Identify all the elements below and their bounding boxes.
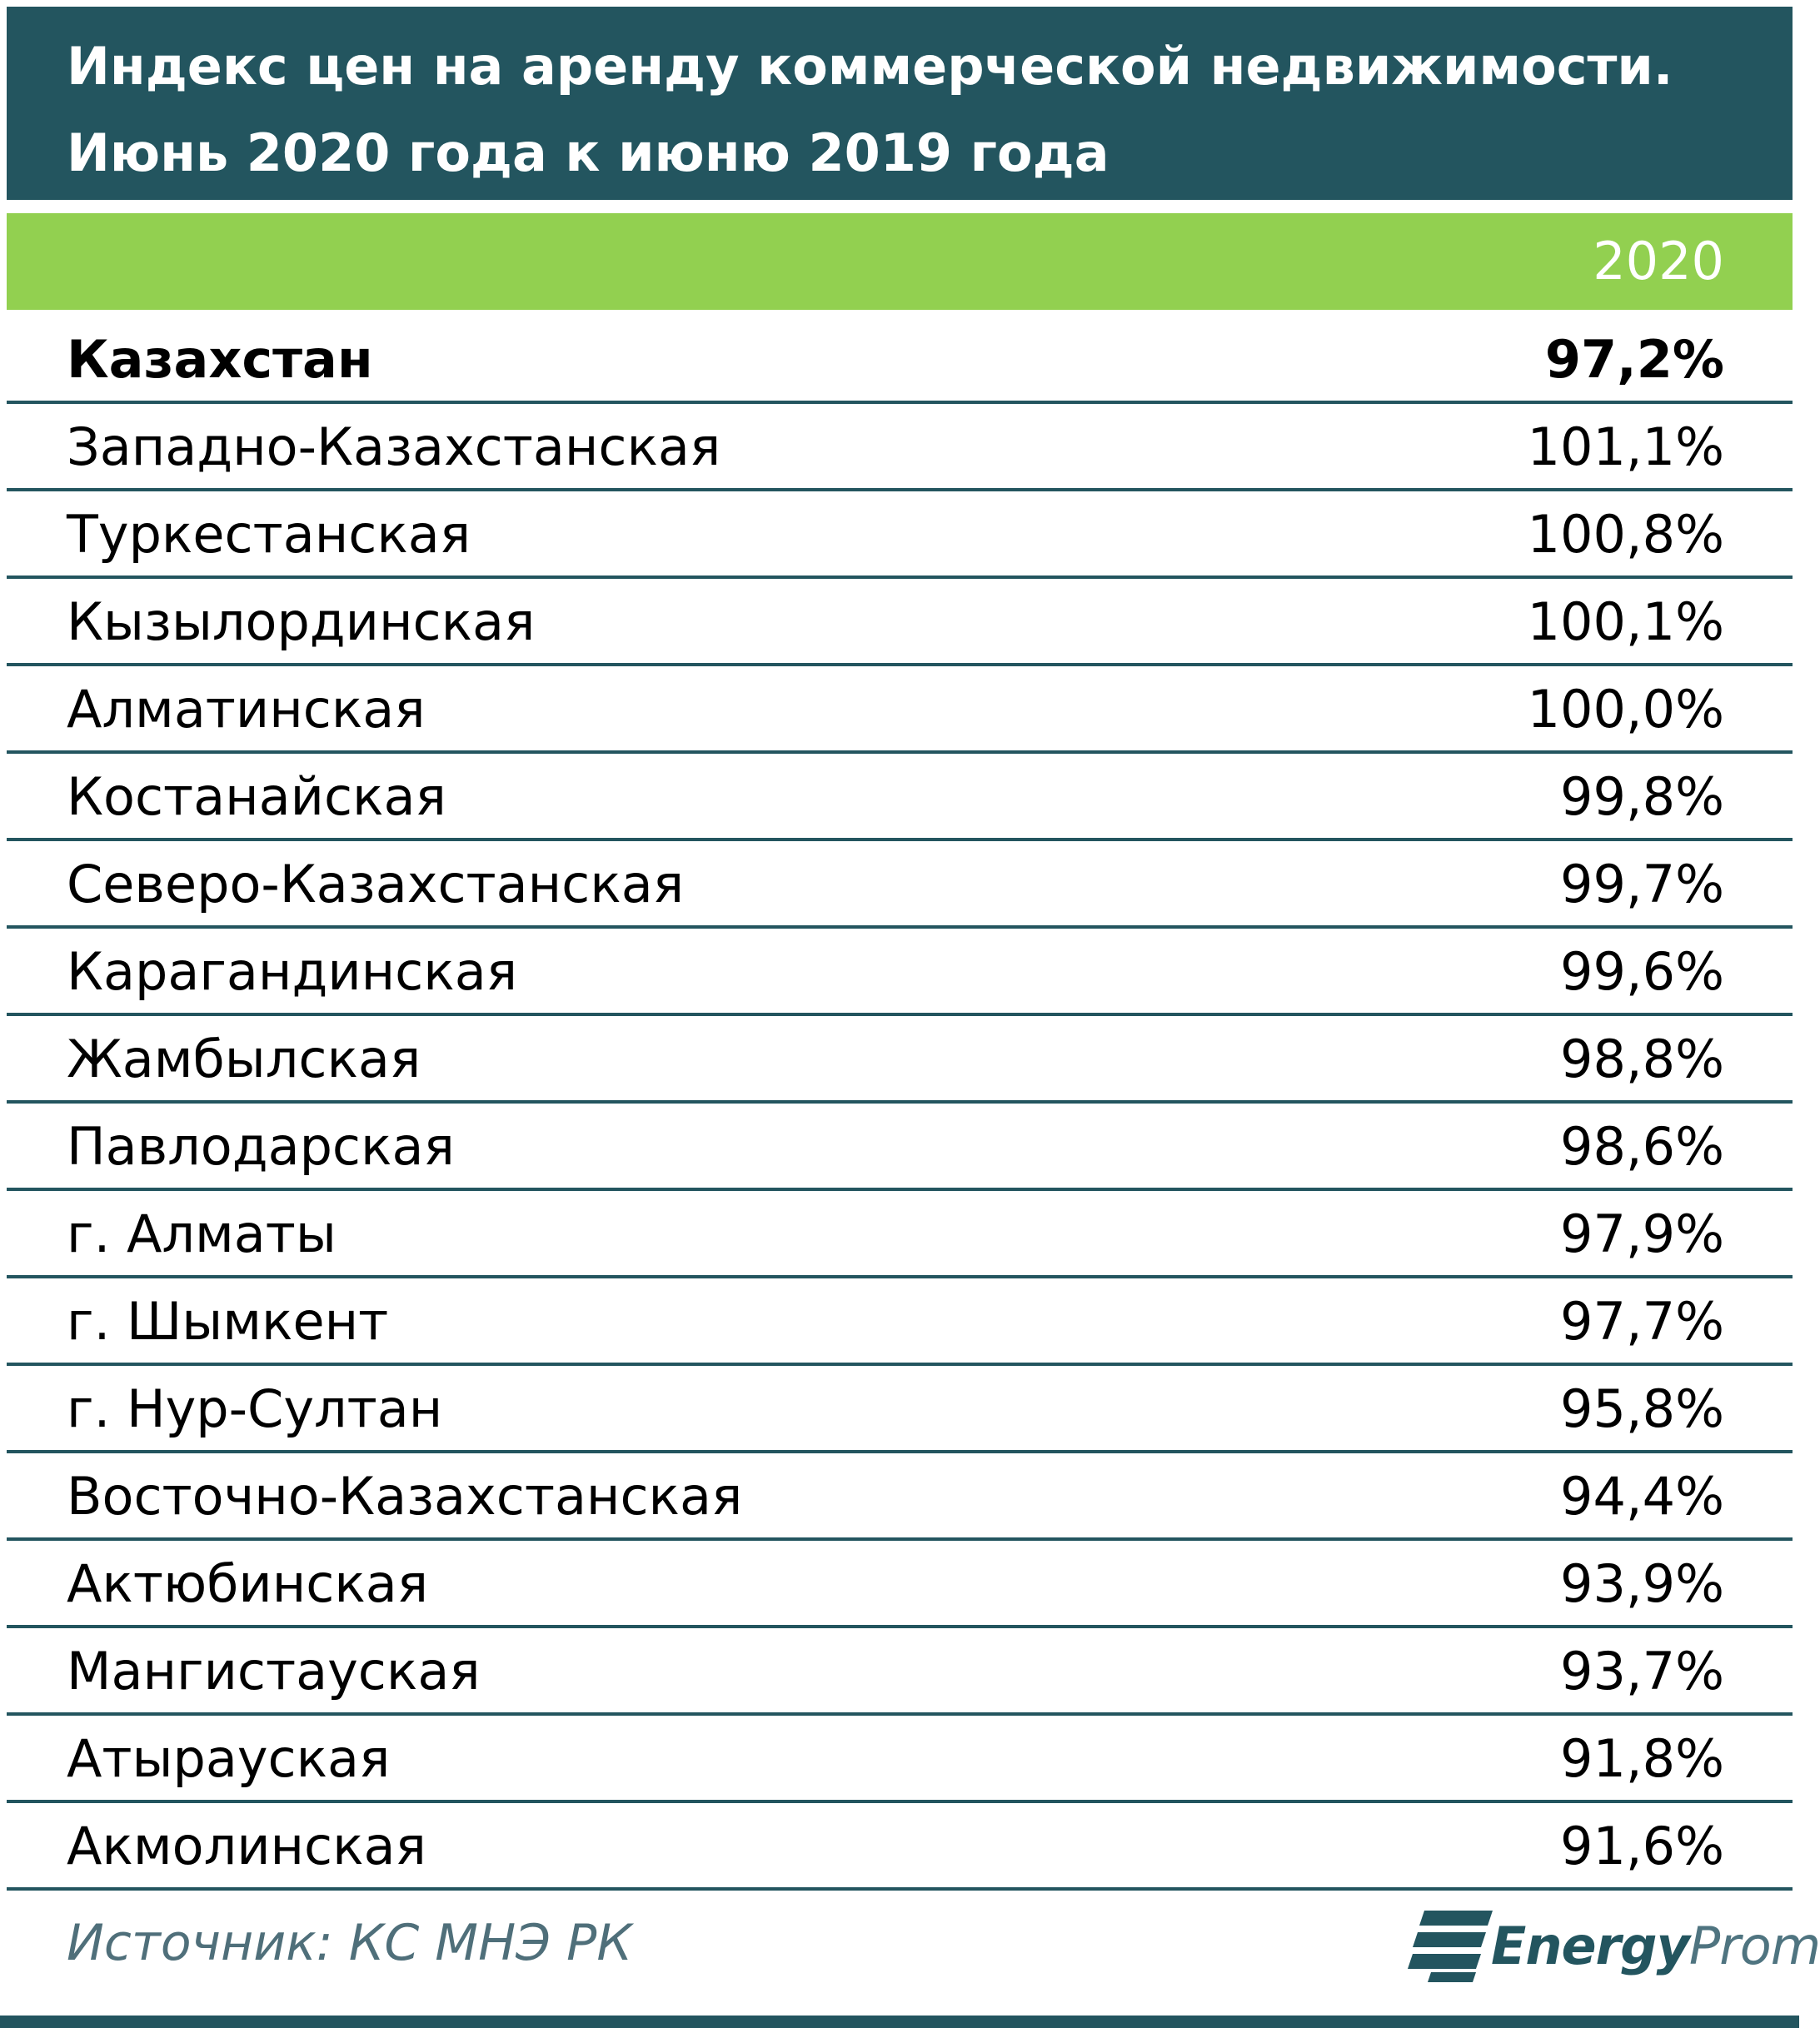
region-value: 98,6%	[1560, 1116, 1724, 1177]
table-row	[7, 491, 1793, 579]
region-name: Западно-Казахстанская	[67, 416, 721, 477]
logo-wordmark	[1491, 1916, 1820, 1976]
region-value: 91,6%	[1560, 1816, 1724, 1876]
table-row	[7, 1453, 1793, 1541]
region-name: Мангистауская	[67, 1641, 481, 1702]
column-header-bar	[7, 213, 1793, 310]
region-value: 93,7%	[1560, 1641, 1724, 1702]
region-name: г. Нур-Султан	[67, 1378, 443, 1439]
table-row	[7, 841, 1793, 929]
table-row	[7, 1628, 1793, 1716]
region-value: 100,0%	[1527, 679, 1724, 740]
table-row	[7, 754, 1793, 841]
region-name: Актюбинская	[67, 1553, 429, 1614]
table-row	[7, 404, 1793, 491]
title-line-2: Июнь 2020 года к июню 2019 года	[67, 122, 1109, 183]
table-row	[7, 929, 1793, 1016]
title-line-1: Индекс цен на аренду коммерческой недвижимости.	[67, 36, 1673, 97]
region-name: Павлодарская	[67, 1116, 455, 1177]
region-value: 98,8%	[1560, 1029, 1724, 1089]
region-name: Северо-Казахстанская	[67, 854, 685, 914]
region-name: Атырауская	[67, 1728, 391, 1789]
region-name: Жамбылская	[67, 1029, 421, 1089]
table-row	[7, 1716, 1793, 1803]
region-name: Костанайская	[67, 766, 446, 827]
region-name: Акмолинская	[67, 1816, 426, 1876]
table-row	[7, 1803, 1793, 1891]
bottom-rule	[0, 2016, 1799, 2028]
region-value: 100,8%	[1527, 504, 1724, 565]
table-title	[7, 7, 1793, 200]
logo-word-energy: Energy	[1491, 1916, 1689, 1976]
table-row	[7, 1104, 1793, 1191]
region-value: 94,4%	[1560, 1466, 1724, 1527]
region-value: 93,9%	[1560, 1553, 1724, 1614]
table-row	[7, 1541, 1793, 1628]
region-value: 97,9%	[1560, 1203, 1724, 1264]
source-note: Источник: КС МНЭ РК	[67, 1914, 632, 1972]
region-value: 97,7%	[1560, 1291, 1724, 1352]
table-row	[7, 1278, 1793, 1366]
data-table	[7, 316, 1793, 1891]
region-name: г. Алматы	[67, 1203, 337, 1264]
column-header-year: 2020	[1593, 231, 1724, 291]
region-value: 99,7%	[1560, 854, 1724, 914]
region-value: 101,1%	[1527, 416, 1724, 477]
region-name: Восточно-Казахстанская	[67, 1466, 743, 1527]
region-name: Кызылординская	[67, 591, 536, 652]
table-row	[7, 1191, 1793, 1278]
region-value: 91,8%	[1560, 1728, 1724, 1789]
energyprom-logo-icon	[1406, 1907, 1498, 1984]
energyprom-logo	[1399, 1899, 1820, 1991]
logo-word-prom: Prom	[1688, 1916, 1820, 1976]
region-name: Алматинская	[67, 679, 426, 740]
region-name: Карагандинская	[67, 941, 517, 1002]
region-value: 95,8%	[1560, 1378, 1724, 1439]
region-value: 99,8%	[1560, 766, 1724, 827]
table-row	[7, 666, 1793, 754]
region-value: 100,1%	[1527, 591, 1724, 652]
region-value: 97,2%	[1544, 329, 1724, 390]
region-name: Туркестанская	[67, 504, 471, 565]
table-row	[7, 579, 1793, 666]
region-name: Казахстан	[67, 329, 373, 390]
table-row	[7, 316, 1793, 404]
table-row	[7, 1016, 1793, 1104]
table-row	[7, 1366, 1793, 1453]
region-value: 99,6%	[1560, 941, 1724, 1002]
region-name: г. Шымкент	[67, 1291, 389, 1352]
